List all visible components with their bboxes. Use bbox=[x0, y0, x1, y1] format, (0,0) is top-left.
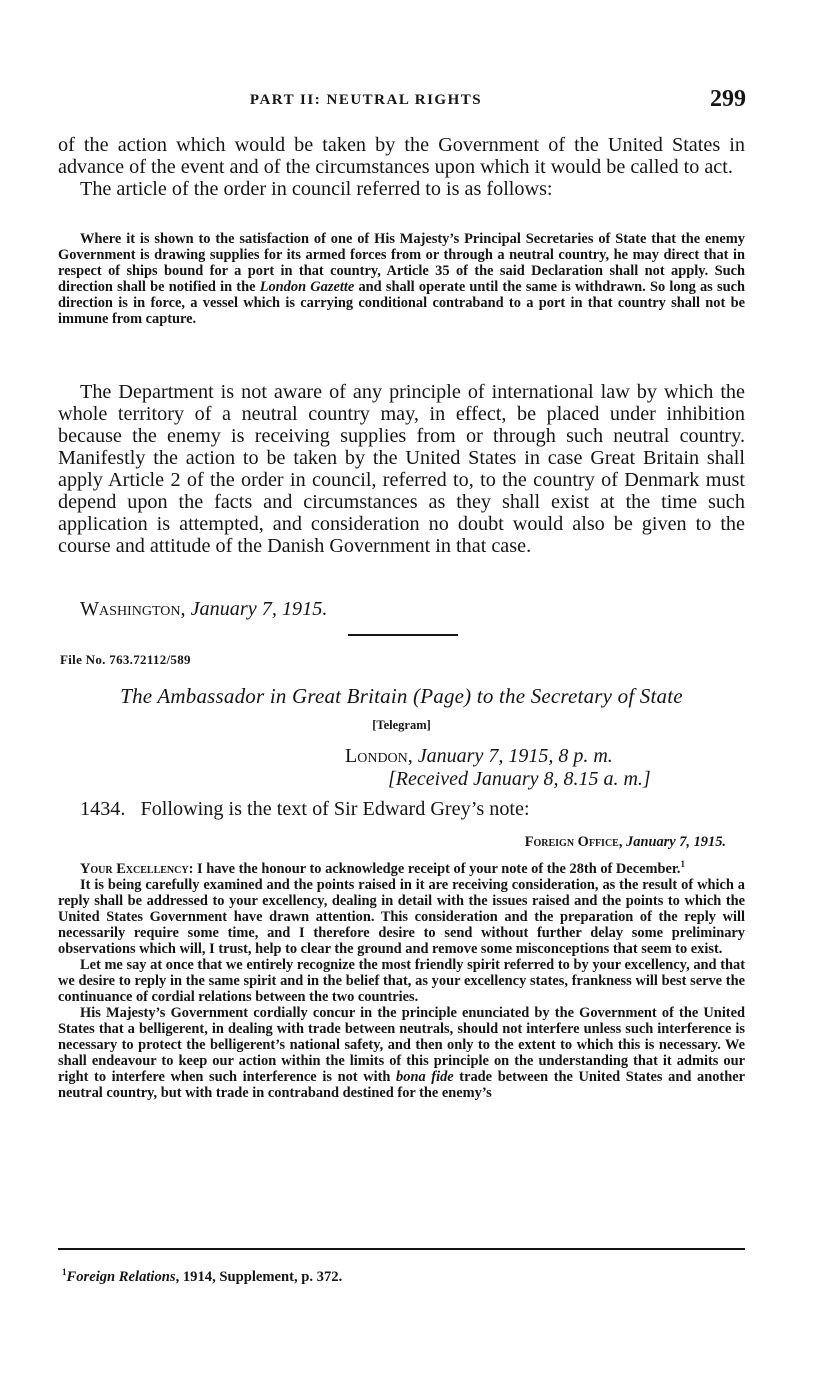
foreign-office-place: Foreign Office bbox=[524, 834, 619, 850]
footnote-rule bbox=[58, 1248, 745, 1250]
running-head bbox=[56, 86, 746, 116]
dateline-date: January 7, 1915, 8 p. m. bbox=[417, 745, 613, 767]
signature-place: Washington bbox=[80, 598, 181, 620]
quote-text: Where it is shown to the satisfaction of one of His Majesty’s Principal Secretaries of State that the enemy Government is drawing supplies for its armed forces from or through a neutral country, he may direct that in respect of ships bound for a port in that country, Article 35 of the said Declaration shall not apply. Such direction shall be notified in the London Gazette and shall operate until the same is withdrawn. So long as such direction is in force, a vessel which is carrying conditional contraband to a port in that country shall not be immune from capture. bbox=[58, 231, 745, 327]
doc-intro-text: Following is the text of Sir Edward Grey’s note: bbox=[140, 798, 530, 820]
footnote bbox=[62, 1267, 342, 1286]
signature-date: January 7, 1915. bbox=[190, 598, 328, 620]
block-quote bbox=[58, 231, 745, 327]
footnote-rest: , 1914, Supplement, p. 372. bbox=[175, 1269, 343, 1285]
letter-body bbox=[58, 856, 745, 1101]
bona-fide-italic: bona fide bbox=[396, 1069, 454, 1085]
page-number: 299 bbox=[710, 86, 746, 112]
footnote-ref: 1 bbox=[680, 859, 686, 869]
dateline-place: London bbox=[345, 745, 408, 767]
footnote-title: Foreign Relations bbox=[66, 1269, 176, 1285]
section-divider bbox=[348, 634, 458, 636]
london-gazette-italic: London Gazette bbox=[259, 279, 355, 295]
file-number: File No. 763.72112/589 bbox=[60, 652, 191, 667]
paragraph-department bbox=[58, 381, 745, 557]
salutation: Your Excellency bbox=[80, 861, 189, 877]
telegram-label: [Telegram] bbox=[372, 718, 431, 732]
letter-para-4: His Majesty’s Government cordially concur in the principle enunciated by the Government of the United States that a belligerent, in dealing with trade between neutrals, should not interfere unless such interference is necessary to protect the belligerent’s national safety, and then only to the extent to which this is necessary. We shall endeavour to keep our action within the limits of this principle on the understanding that it admits our right to interfere when such interference is not with bona fide trade between the United States and another neutral country, but with trade in contraband destined for the enemy’s bbox=[58, 1005, 745, 1101]
received-text: [Received January 8, 8.15 a. m.] bbox=[388, 768, 651, 790]
running-title: PART II: NEUTRAL RIGHTS bbox=[249, 92, 483, 108]
dateline: London, January 7, 1915, 8 p. m. bbox=[345, 745, 613, 767]
para-1: of the action which would be taken by the Government of the United States in advance of the event and of the circumstances upon which it would be called to act. bbox=[58, 134, 745, 178]
para-2: The article of the order in council referred to is as follows: bbox=[80, 178, 553, 200]
paragraph-continuation bbox=[58, 134, 745, 200]
signature-line: Washington, January 7, 1915. bbox=[80, 598, 328, 620]
letter-para-1: Your Excellency: I have the honour to acknowledge receipt of your note of the 28th of December.$^1$ bbox=[80, 859, 686, 877]
received-line bbox=[388, 768, 651, 791]
letter-para-2: It is being carefully examined and the points raised in it are receiving consideration, as the result of which a reply shall be addressed to your excellency, dealing in detail with the issues raised and the points to which the United States Government have drawn attention. This consideration and the preparation of the reply will necessarily require some time, and I therefore desire to send without further delay some preliminary observations which will, I trust, help to clear the ground and remove some misconceptions that seem to exist. bbox=[58, 877, 745, 957]
foreign-office-date: January 7, 1915. bbox=[626, 834, 726, 850]
para-3: The Department is not aware of any principle of international law by which the whole territory of a neutral country may, in effect, be placed under inhibition because the enemy is receiving supplies from or through such neutral country. Manifestly the action to be taken by the United States in case Great Britain shall apply Article 2 of the order in council, referred to, to the country of Denmark must depend upon the facts and circumstances as they shall exist at the time such application is attempted, and consideration no doubt would also be given to the course and attitude of the Danish Government in that case. bbox=[58, 381, 745, 557]
letter-para-3: Let me say at once that we entirely recognize the most friendly spirit referred to by your excellency, and that we desire to reply in the same spirit and in the belief that, as your excellency states, frankness will best serve the continuance of cordial relations between the two countries. bbox=[58, 957, 745, 1005]
footnote-mark: 1 bbox=[62, 1267, 67, 1277]
doc-intro bbox=[80, 798, 767, 820]
document-heading: The Ambassador in Great Britain (Page) to the Secretary of State bbox=[120, 684, 683, 708]
doc-number: 1434. bbox=[80, 798, 126, 820]
foreign-office-line: Foreign Office, January 7, 1915. bbox=[524, 834, 726, 850]
